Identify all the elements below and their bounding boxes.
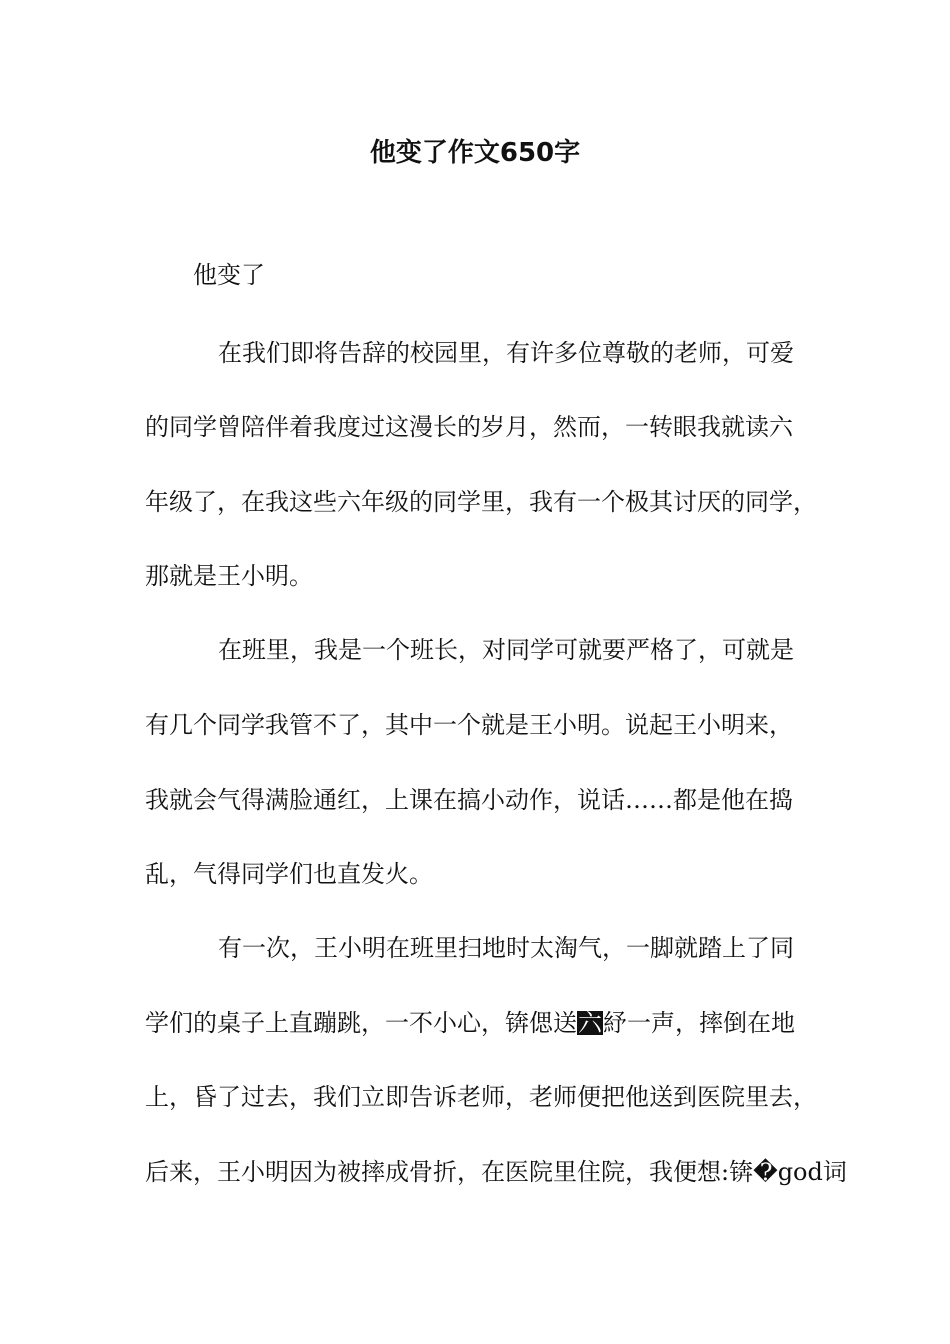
paragraph-line: 我就会气得满脸通红，上课在搞小动作，说话……都是他在捣 <box>145 786 793 814</box>
paragraph-line: 上，昏了过去，我们立即告诉老师，老师便把他送到医院里去， <box>145 1083 817 1111</box>
line-text: 学们的桌子上直蹦跳，一不小心，锛偲送 <box>145 1009 577 1037</box>
paragraph-line: 那就是王小明。 <box>145 562 313 590</box>
paragraph-line: 后来，王小明因为被摔成骨折，在医院里住院，我便想:锛�god词 <box>145 1158 847 1186</box>
paragraph-line: 在我们即将告辞的校园里，有许多位尊敬的老师，可爱 <box>218 339 794 367</box>
paragraph-line: 乱，气得同学们也直发火。 <box>145 860 433 888</box>
paragraph-line: 在班里，我是一个班长，对同学可就要严格了，可就是 <box>218 636 794 664</box>
paragraph-line: 有一次，王小明在班里扫地时太淘气，一脚就踏上了同 <box>218 934 794 962</box>
document-subtitle: 他变了 <box>193 261 265 289</box>
line-text: 紓一声，摔倒在地 <box>603 1009 795 1037</box>
paragraph-line: 的同学曾陪伴着我度过这漫长的岁月，然而，一转眼我就读六 <box>145 413 793 441</box>
inverted-glyph: 六 <box>578 1009 602 1037</box>
paragraph-line <box>145 1006 795 1040</box>
document-title: 他变了作文650字 <box>369 138 581 168</box>
paragraph-line: 年级了，在我这些六年级的同学里，我有一个极其讨厌的同学， <box>145 488 817 516</box>
paragraph-line: 有几个同学我管不了，其中一个就是王小明。说起王小明来， <box>145 711 793 739</box>
